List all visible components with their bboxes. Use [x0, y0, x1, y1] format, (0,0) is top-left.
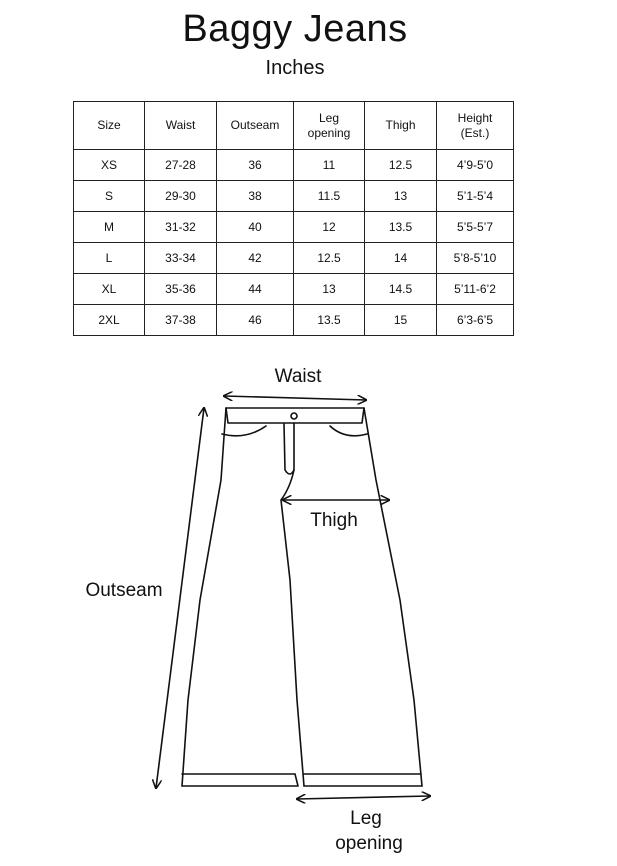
cell-leg-opening: 11.5: [294, 181, 365, 212]
waist-label: Waist: [274, 366, 322, 387]
header-size: [74, 102, 145, 150]
outseam-arrow: [156, 408, 204, 788]
cell-waist: 33-34: [145, 243, 217, 274]
cell-height: 5’8-5’10: [437, 243, 514, 274]
cell-outseam: 38: [217, 181, 294, 212]
cell-height: 5’1-5’4: [437, 181, 514, 212]
cell-size: L: [74, 243, 145, 274]
cell-height: 5’11-6’2: [437, 274, 514, 305]
cell-size: XS: [74, 150, 145, 181]
header-waist: [145, 102, 217, 150]
jeans-measurement-diagram: [0, 355, 617, 866]
header-size-label: Size: [97, 118, 121, 133]
table-row: [74, 212, 514, 243]
table-row: [74, 305, 514, 336]
cell-size: M: [74, 212, 145, 243]
cell-thigh: 13: [365, 181, 437, 212]
cell-waist: 37-38: [145, 305, 217, 336]
cell-size: S: [74, 181, 145, 212]
cell-height: 5’5-5’7: [437, 212, 514, 243]
header-outseam-label: Outseam: [230, 118, 280, 133]
cell-waist: 27-28: [145, 150, 217, 181]
waist-arrow: [224, 396, 366, 400]
jeans-outline: [182, 408, 422, 786]
header-height-label: Height (Est.): [457, 111, 493, 140]
table-row: [74, 243, 514, 274]
cell-leg-opening: 13.5: [294, 305, 365, 336]
cell-leg-opening: 12.5: [294, 243, 365, 274]
thigh-label: Thigh: [310, 510, 358, 531]
cell-height: 6’3-6’5: [437, 305, 514, 336]
outseam-label: Outseam: [85, 580, 163, 601]
table-header-row: [74, 102, 514, 150]
page-title: Baggy Jeans: [182, 8, 408, 50]
cell-leg-opening: 11: [294, 150, 365, 181]
cell-thigh: 14.5: [365, 274, 437, 305]
size-chart-table: [73, 101, 514, 336]
leg-opening-label-line1: Leg: [350, 808, 382, 829]
table-row: [74, 181, 514, 212]
header-thigh: [365, 102, 437, 150]
cell-leg-opening: 13: [294, 274, 365, 305]
header-height: [437, 102, 514, 150]
leg-opening-label-line2: opening: [335, 833, 403, 854]
cell-outseam: 46: [217, 305, 294, 336]
cell-height: 4’9-5’0: [437, 150, 514, 181]
header-outseam: [217, 102, 294, 150]
header-leg-opening: [294, 102, 365, 150]
units-subtitle: Inches: [265, 57, 325, 79]
cell-thigh: 13.5: [365, 212, 437, 243]
cell-outseam: 36: [217, 150, 294, 181]
cell-outseam: 44: [217, 274, 294, 305]
cell-leg-opening: 12: [294, 212, 365, 243]
cell-thigh: 15: [365, 305, 437, 336]
table-row: [74, 274, 514, 305]
cell-thigh: 14: [365, 243, 437, 274]
cell-waist: 29-30: [145, 181, 217, 212]
cell-outseam: 42: [217, 243, 294, 274]
cell-waist: 35-36: [145, 274, 217, 305]
header-thigh-label: Thigh: [385, 118, 416, 133]
table-row: [74, 150, 514, 181]
leg-opening-arrow: [297, 796, 430, 799]
cell-waist: 31-32: [145, 212, 217, 243]
cell-thigh: 12.5: [365, 150, 437, 181]
cell-size: 2XL: [74, 305, 145, 336]
cell-size: XL: [74, 274, 145, 305]
header-leg-opening-label: Leg opening: [307, 111, 351, 140]
header-waist-label: Waist: [165, 118, 196, 133]
button-icon: [291, 413, 297, 419]
cell-outseam: 40: [217, 212, 294, 243]
